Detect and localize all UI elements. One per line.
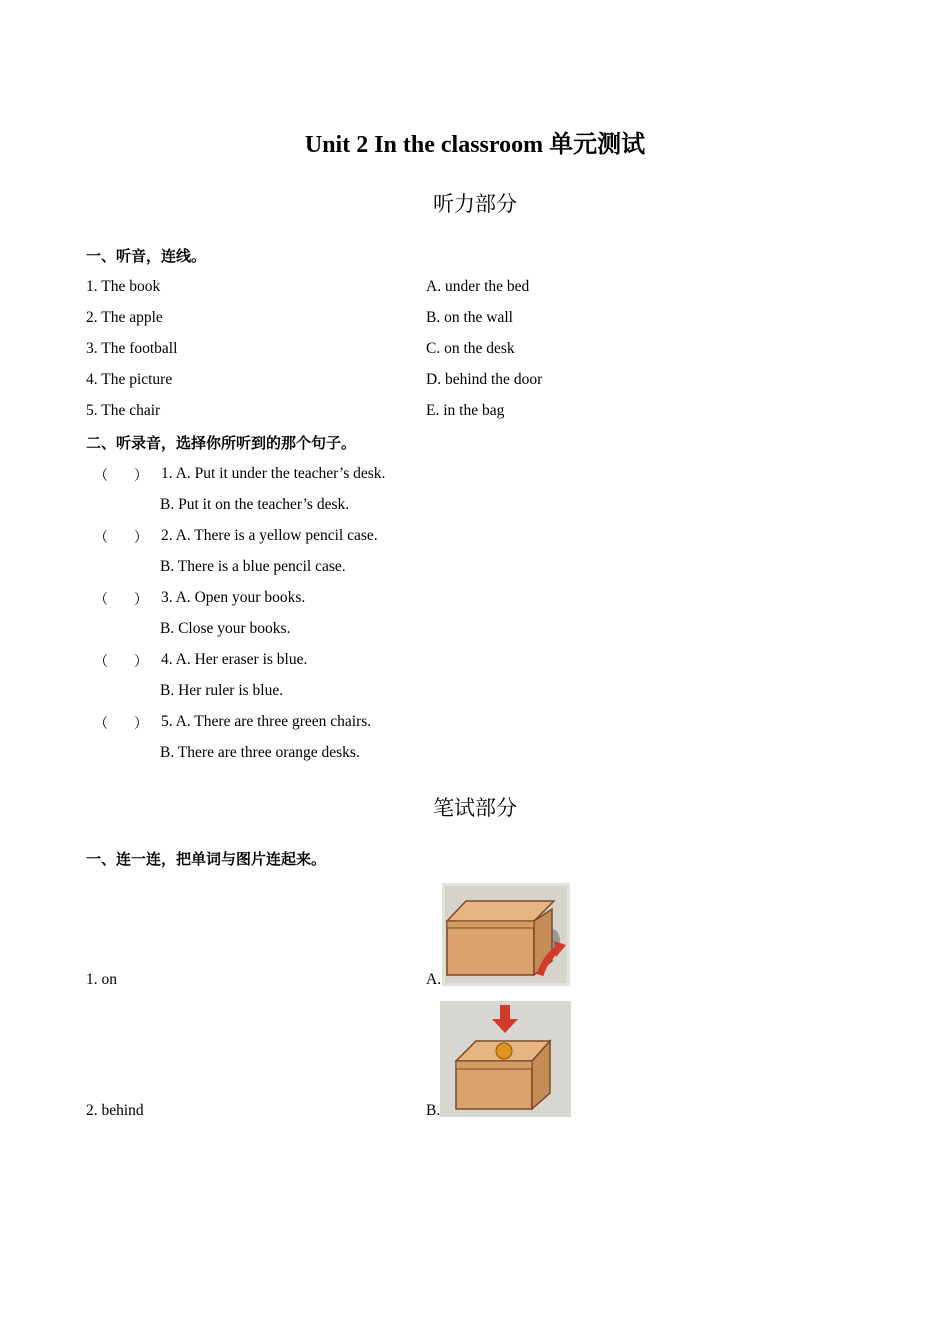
writing-section-title: 笔试部分 (433, 796, 517, 820)
match-left-item: 1. The book (86, 278, 161, 295)
question-option-a: 1. A. Put it under the teacher’s desk. (161, 465, 386, 482)
paren-open: （ (94, 469, 108, 484)
word-item: 1. on (86, 971, 117, 988)
answer-blank[interactable] (94, 465, 148, 485)
match-left-item: 4. The picture (86, 371, 173, 388)
question-option-b: B. There are three orange desks. (160, 744, 360, 761)
paren-open: （ (94, 717, 108, 732)
paren-close: ） (134, 531, 148, 546)
match-right-item: B. on the wall (426, 309, 513, 326)
listening-section-title: 听力部分 (433, 192, 517, 216)
paren-open: （ (94, 655, 108, 670)
box-behind-picture (442, 883, 570, 986)
question-option-a: 5. A. There are three green chairs. (161, 713, 372, 730)
answer-blank[interactable] (94, 651, 148, 671)
match-left-item: 2. The apple (86, 309, 163, 326)
match-right-item: E. in the bag (426, 402, 505, 419)
question-option-a: 3. A. Open your books. (161, 589, 306, 606)
writing-part1-heading: 一、连一连，把单词与图片连起来。 (86, 850, 327, 868)
question-option-b: B. There is a blue pencil case. (160, 558, 346, 575)
picture-option-label: A. (426, 971, 442, 988)
match-right-item: A. under the bed (426, 278, 530, 295)
match-left-item: 3. The football (86, 340, 178, 357)
paren-close: ） (134, 655, 148, 670)
paren-close: ） (134, 469, 148, 484)
picture-option-label: B. (426, 1102, 441, 1119)
box-on-picture (440, 1001, 571, 1117)
answer-blank[interactable] (94, 589, 148, 609)
question-option-b: B. Her ruler is blue. (160, 682, 284, 699)
match-left-item: 5. The chair (86, 402, 161, 419)
paren-open: （ (94, 593, 108, 608)
question-option-a: 2. A. There is a yellow pencil case. (161, 527, 378, 544)
listening-part2-heading: 二、听录音，选择你所听到的那个句子。 (86, 434, 357, 452)
answer-blank[interactable] (94, 527, 148, 547)
paren-close: ） (134, 717, 148, 732)
page-title: Unit 2 In the classroom 单元测试 (304, 132, 646, 158)
question-option-b: B. Put it on the teacher’s desk. (160, 496, 350, 513)
answer-blank[interactable] (94, 713, 148, 733)
question-option-a: 4. A. Her eraser is blue. (161, 651, 308, 668)
listening-part1-heading: 一、听音，连线。 (86, 247, 207, 265)
word-item: 2. behind (86, 1102, 144, 1119)
match-right-item: C. on the desk (426, 340, 515, 357)
paren-open: （ (94, 531, 108, 546)
question-option-b: B. Close your books. (160, 620, 291, 637)
match-right-item: D. behind the door (426, 371, 543, 388)
paren-close: ） (134, 593, 148, 608)
